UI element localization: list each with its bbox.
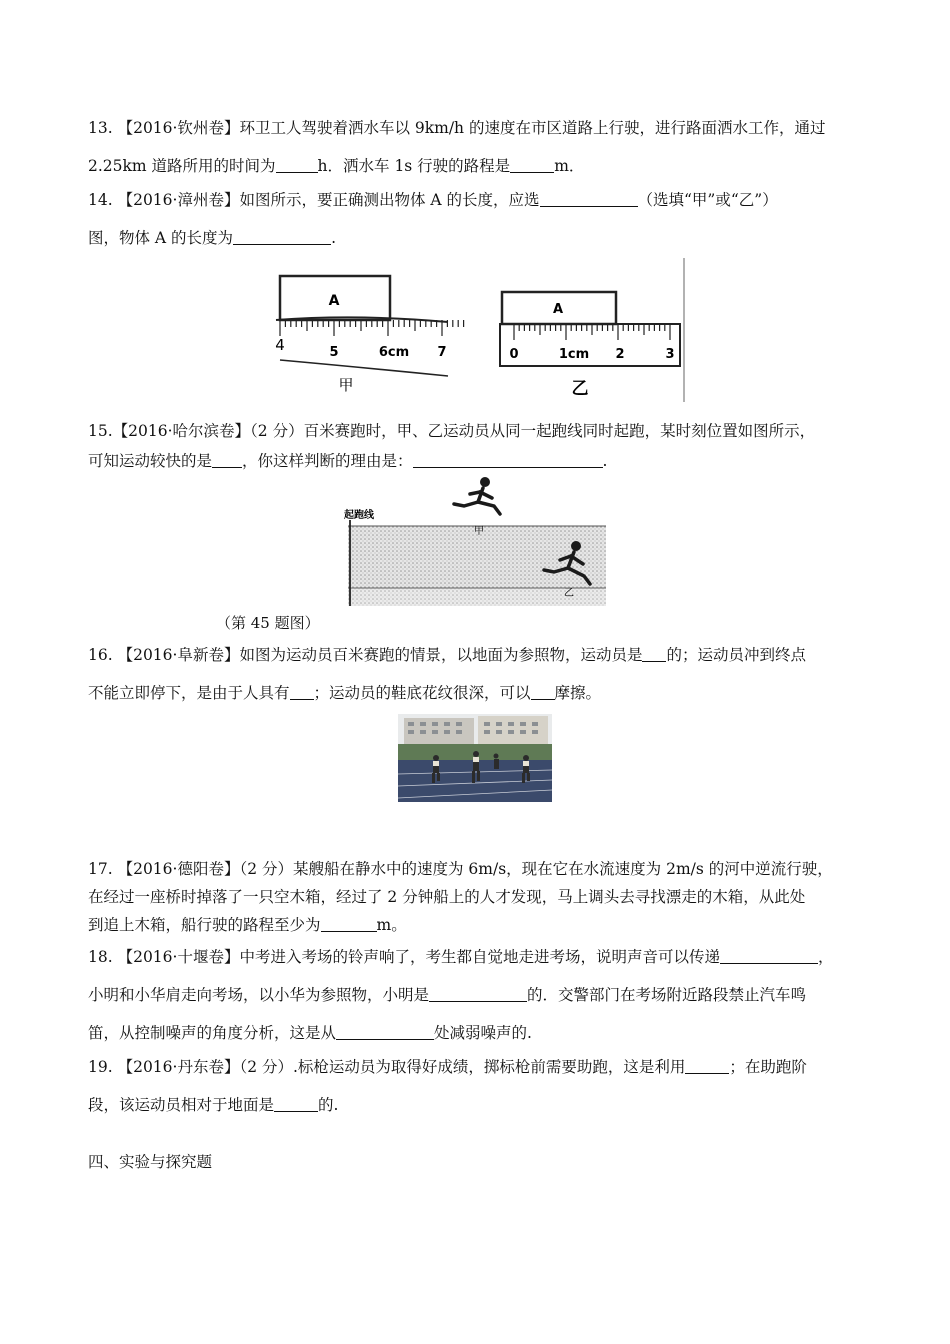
q15-line1: 15.【2016·哈尔滨卷】（2 分）百米赛跑时，甲、乙运动员从同一起跑线同时起跑，某时刻位置如图所示，: [88, 422, 816, 440]
q18-line1: 18. 【2016·十堰卷】中考进入考场的铃声响了，考生都自觉地走进考场，说明声音可以传递 ，: [88, 948, 834, 966]
q16-blank-1[interactable]: [642, 647, 666, 662]
q15-line2: 可知运动较快的是 ，你这样判断的理由是： .: [88, 452, 608, 470]
q17-line1: 17. 【2016·德阳卷】（2 分）某艘船在静水中的速度为 6m/s，现在它在水流速度为 2m/s 的河中逆流行驶，: [88, 860, 833, 878]
jia-tick-7: 7: [437, 345, 447, 360]
q18-blank-2[interactable]: [429, 987, 527, 1002]
q13-blank-2[interactable]: [510, 158, 554, 173]
runner-jia-label: 甲: [474, 526, 484, 537]
jia-tick-4: 4: [275, 336, 285, 354]
runner-yi-label: 乙: [564, 588, 574, 599]
q14-line2: 图，物体 A 的长度为 .: [88, 229, 336, 247]
q14-blank-2[interactable]: [233, 230, 331, 245]
q13-line1: 13. 【2016·钦州卷】环卫工人驾驶着洒水车以 9km/h 的速度在市区道路上行驶，进行路面洒水工作，通过: [88, 119, 826, 137]
q16-line1: 16. 【2016·阜新卷】如图为运动员百米赛跑的情景，以地面为参照物，运动员是 的；运动员冲到终点: [88, 646, 806, 664]
q17-blank-1[interactable]: [321, 917, 377, 932]
q14-line1: 14. 【2016·漳州卷】如图所示，要正确测出物体 A 的长度，应选 （选填“甲”或“乙”）: [88, 191, 778, 209]
q16-line2: 不能立即停下，是由于人具有 ；运动员的鞋底花纹很深，可以 摩擦。: [88, 684, 602, 702]
jia-tick-6cm: 6cm: [378, 345, 410, 360]
yi-tick-3: 3: [665, 347, 675, 362]
q14-blank-1[interactable]: [540, 192, 638, 207]
q18-blank-1[interactable]: [720, 949, 818, 964]
q15-blank-1[interactable]: [212, 453, 242, 468]
q19-blank-2[interactable]: [274, 1097, 318, 1112]
yi-tick-2: 2: [615, 347, 625, 362]
q19-line1: 19. 【2016·丹东卷】（2 分）.标枪运动员为取得好成绩，掷标枪前需要助跑，这是利用 ；在助跑阶: [88, 1058, 807, 1076]
ruler-yi: [500, 258, 684, 402]
ruler-yi-body: [500, 324, 680, 366]
ruler-figure: [268, 258, 688, 402]
yi-tick-1cm: 1cm: [558, 347, 590, 362]
yi-tick-0: 0: [509, 347, 519, 362]
q18-line2: 小明和小华肩走向考场，以小华为参照物，小明是 的．交警部门在考场附近路段禁止汽车鸣: [88, 986, 807, 1004]
q13-line2: 2.25km 道路所用的时间为 h．洒水车 1s 行驶的路程是 m．: [88, 157, 585, 175]
q18-blank-3[interactable]: [336, 1025, 434, 1040]
block-a-yi-label: A: [552, 302, 564, 317]
race-figure: [340, 474, 610, 608]
q19-blank-1[interactable]: [685, 1059, 729, 1074]
start-line-label: 起跑线: [344, 510, 374, 521]
q18-line3: 笛，从控制噪声的角度分析，这是从 处减弱噪声的.: [88, 1024, 532, 1042]
sprint-photo: [398, 714, 552, 802]
q17-line3: 到追上木箱，船行驶的路程至少为 m。: [88, 916, 407, 934]
ruler-jia: [275, 276, 463, 394]
q13-blank-1[interactable]: [276, 158, 318, 173]
figure-45-caption: （第 45 题图）: [216, 614, 320, 632]
block-a-jia-label: A: [328, 293, 340, 309]
runner-jia: [454, 477, 500, 514]
q15-blank-2[interactable]: [413, 453, 603, 468]
q16-blank-2[interactable]: [290, 685, 314, 700]
jia-label: 甲: [338, 376, 354, 394]
yi-label: 乙: [571, 379, 589, 399]
q19-line2: 段，该运动员相对于地面是 的.: [88, 1096, 339, 1114]
q16-blank-3[interactable]: [531, 685, 555, 700]
jia-tick-5: 5: [329, 345, 339, 360]
q17-line2: 在经过一座桥时掉落了一只空木箱，经过了 2 分钟船上的人才发现，马上调头去寻找漂走的木箱，从此处: [88, 888, 806, 906]
section-heading: 四、实验与探究题: [88, 1153, 213, 1171]
